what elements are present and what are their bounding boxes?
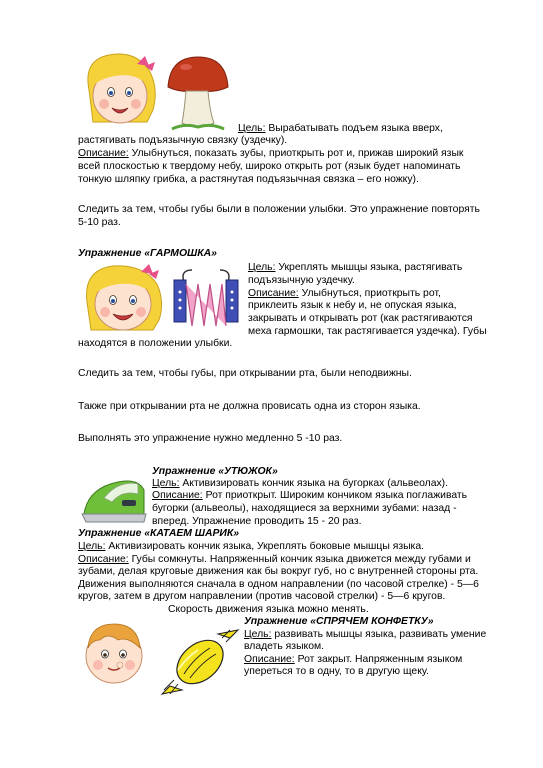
ex5-goal-label: Цель: — [244, 629, 272, 640]
ex1-goal-line — [238, 123, 443, 136]
ex1-desc-text: Улыбнуться, показать зубы, приоткрыть рот и, прижав широкий язык — [128, 148, 464, 159]
ex4-desc-label: Описание: — [78, 554, 129, 565]
ex5-goal-text: развивать мышцы языка, развивать умение — [271, 629, 487, 640]
ex2-goal-label: Цель: — [248, 262, 276, 273]
candy-icon — [160, 628, 240, 696]
ex4-title: Упражнение «КАТАЕМ ШАРИК» — [78, 528, 240, 539]
ex3-desc-label: Описание: — [152, 490, 203, 501]
ex4-text-line-3: зубами, делая круговые движения как бы вокруг губ, но с внутренней стороны рта. — [78, 566, 479, 577]
ex3-title: Упражнение «УТЮЖОК» — [152, 466, 278, 477]
ex1-text-line-5: тонкую шляпку грибка, а растянутая подъязычная связка – его ножку). — [78, 174, 419, 185]
mushroom-icon — [164, 53, 232, 133]
girl-face-icon — [79, 50, 161, 134]
ex1-note-line-1: Следить за тем, чтобы губы были в положении улыбки. Это упражнение повторять — [78, 204, 480, 215]
iron-icon — [78, 470, 148, 528]
ex2-desc-text: Улыбнуться, приоткрыть рот, — [298, 288, 441, 299]
ex2-goal-line — [248, 262, 462, 275]
ex3-goal-line — [152, 478, 448, 491]
ex3-goal-text: Активизировать кончик языка на бугорках (альвеолах). — [179, 478, 449, 489]
ex2-text-line-2: подъязычную уздечку. — [248, 275, 355, 286]
boy-face-icon — [78, 618, 150, 686]
ex3-desc-line — [152, 490, 467, 503]
ex2-text-line-5: закрывать и открывать рот (как растягиваются — [248, 313, 473, 324]
ex1-goal-text: Вырабатывать подъем языка вверх, — [265, 123, 443, 134]
ex3-text-line-4: вперед. Упражнение проводить 15 - 20 раз. — [152, 516, 362, 527]
ex1-desc-line — [78, 148, 463, 161]
ex4-goal-label: Цель: — [78, 541, 106, 552]
ex4-goal-line — [78, 541, 424, 554]
ex4-desc-line — [78, 554, 471, 567]
ex2-title: Упражнение «ГАРМОШКА» — [78, 248, 217, 259]
ex2-text-line-6: меха гармошки, так растягивается уздечка). Губы — [248, 326, 487, 337]
ex5-desc-line — [244, 654, 462, 667]
ex4-text-line-4: Движения выполняются сначала в одном направлении (по часовой стрелке) - 5—6 — [78, 579, 479, 590]
ex2-goal-text: Укреплять мышцы языка, растягивать — [275, 262, 463, 273]
ex1-note-line-2: 5-10 раз. — [78, 217, 121, 228]
ex1-goal-label: Цель: — [238, 123, 266, 134]
ex5-text-line-4: упереться то в одну, то в другую щеку. — [244, 666, 429, 677]
ex1-text-line-4: всей плоскостью к твердому небу, широко открыть рот (язык будет напоминать — [78, 161, 461, 172]
accordion-icon — [170, 268, 242, 332]
ex4-desc-text: Губы сомкнуты. Напряженный кончик языка движется между губами и — [128, 554, 471, 565]
ex4-goal-text: Активизировать кончик языка, Укреплять боковые мышцы языка. — [105, 541, 424, 552]
ex2-desc-label: Описание: — [248, 288, 299, 299]
ex2-text-line-7: находятся в положении улыбки. — [78, 338, 233, 349]
ex5-goal-line — [244, 629, 486, 642]
ex2-note-line-2: Также при открывании рта не должна провисать одна из сторон языка. — [78, 401, 421, 412]
ex3-goal-label: Цель: — [152, 478, 180, 489]
ex5-desc-label: Описание: — [244, 654, 295, 665]
ex2-desc-line — [248, 288, 441, 301]
ex5-desc-text: Рот закрыт. Напряженным языком — [294, 654, 463, 665]
ex1-text-line-2: растягивать подъязычную связку (уздечку). — [78, 135, 288, 146]
ex2-text-line-4: приклеить язык к небу и, не опуская языка, — [248, 300, 457, 311]
ex2-note-line-1: Следить за тем, чтобы губы, при открывании рта, были неподвижны. — [78, 368, 412, 379]
ex3-text-line-3: бугорки (альвеолы), находящиеся за верхними зубами: назад - — [152, 503, 457, 514]
ex5-title: Упражнение «СПРЯЧЕМ КОНФЕТКУ» — [244, 616, 434, 627]
girl-face-icon — [79, 262, 167, 336]
ex1-desc-label: Описание: — [78, 148, 129, 159]
ex2-note-line-3: Выполнять это упражнение нужно медленно 5 -10 раз. — [78, 433, 343, 444]
ex3-desc-text: Рот приоткрыт. Широким кончиком языка поглаживать — [202, 490, 468, 501]
ex4-text-line-6: Скорость движения языка можно менять. — [168, 604, 369, 615]
ex4-text-line-5: кругов, затем в другом направлении (против часовой стрелки) - 5—6 кругов. — [78, 591, 446, 602]
ex5-text-line-2: владеть языком. — [244, 641, 325, 652]
